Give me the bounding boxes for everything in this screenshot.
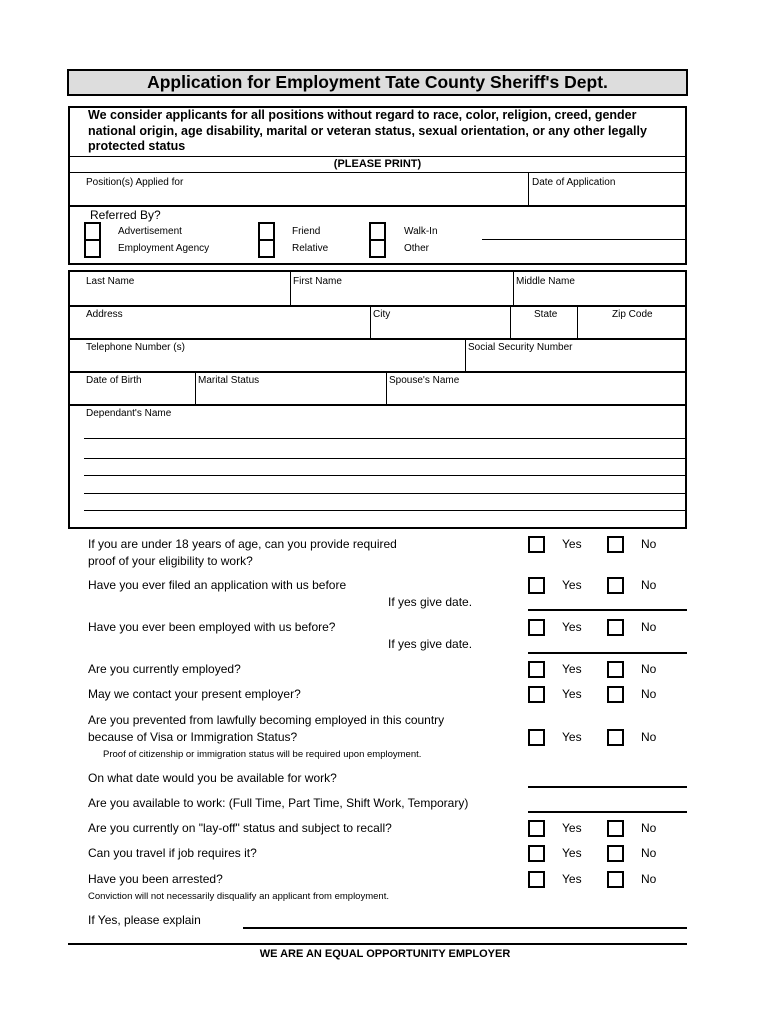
employed-before-no-checkbox[interactable]: [607, 619, 624, 636]
visa-status-yes-checkbox[interactable]: [528, 729, 545, 746]
no-label: No: [641, 537, 657, 551]
other-line[interactable]: [482, 239, 685, 240]
travel-yes-checkbox[interactable]: [528, 845, 545, 862]
divider: [370, 306, 371, 339]
divider: [195, 372, 196, 405]
dob-label: Date of Birth: [86, 375, 142, 386]
no-label: No: [641, 620, 657, 634]
contact-employer-no-checkbox[interactable]: [607, 686, 624, 703]
question-travel: Can you travel if job requires it?: [88, 846, 257, 860]
referred-by-label: Referred By?: [90, 208, 161, 222]
visa-status-no-checkbox[interactable]: [607, 729, 624, 746]
no-label: No: [641, 578, 657, 592]
question-work-type: Are you available to work: (Full Time, Part Time, Shift Work, Temporary): [88, 796, 469, 810]
no-label: No: [641, 687, 657, 701]
explain-label: If Yes, please explain: [88, 913, 201, 927]
contact-employer-yes-checkbox[interactable]: [528, 686, 545, 703]
dependant-line-1[interactable]: [84, 438, 685, 439]
option-other: Other: [404, 243, 430, 254]
question-employed-before: Have you ever been employed with us before?: [88, 620, 336, 634]
lay-off-no-checkbox[interactable]: [607, 820, 624, 837]
question-filed-before: Have you ever filed an application with us before: [88, 578, 347, 592]
no-label: No: [641, 730, 657, 744]
non-discrimination-notice: We consider applicants for all positions without regard to race, color, religion, creed, gender national origin, age disability, marital or veteran status, sexual orientation, or any other legally protected status: [88, 108, 647, 153]
travel-no-checkbox[interactable]: [607, 845, 624, 862]
no-label: No: [641, 872, 657, 886]
yes-label: Yes: [562, 687, 582, 701]
option-employment-agency: Employment Agency: [118, 243, 210, 254]
option-walk-in: Walk-In: [404, 226, 438, 237]
filed-before-yes-checkbox[interactable]: [528, 577, 545, 594]
dependant-line-3[interactable]: [84, 475, 685, 476]
date-of-application-label: Date of Application: [532, 177, 616, 188]
yes-label: Yes: [562, 620, 582, 634]
row-divider: [70, 371, 685, 373]
row-divider: [70, 404, 685, 406]
no-label: No: [641, 846, 657, 860]
dependant-line-5[interactable]: [84, 510, 685, 511]
page-title: Application for Employment Tate County Sheriff's Dept.: [67, 69, 688, 96]
footer-divider: [68, 943, 687, 945]
no-label: No: [641, 821, 657, 835]
option-relative: Relative: [292, 243, 329, 254]
address-label: Address: [86, 309, 123, 320]
yes-label: Yes: [562, 846, 582, 860]
equal-opportunity-footer: WE ARE AN EQUAL OPPORTUNITY EMPLOYER: [259, 948, 511, 960]
city-label: City: [373, 309, 391, 320]
conviction-note: Conviction will not necessarily disqualify an applicant from employment.: [88, 891, 389, 902]
divider: [577, 306, 578, 339]
filed-before-date-line[interactable]: [528, 609, 687, 611]
walk-in-checkbox[interactable]: [369, 222, 386, 241]
question-under-18-cont: proof of your eligibility to work?: [88, 554, 253, 568]
employed-before-date-line[interactable]: [528, 652, 687, 654]
if-yes-give-date-label: If yes give date.: [388, 595, 473, 609]
dependants-name-label: Dependant's Name: [86, 408, 172, 419]
dependant-line-4[interactable]: [84, 493, 685, 494]
question-currently-employed: Are you currently employed?: [88, 662, 241, 676]
row-divider: [70, 338, 685, 340]
marital-status-label: Marital Status: [198, 375, 260, 386]
row-divider: [70, 305, 685, 307]
positions-applied-label: Position(s) Applied for: [86, 177, 184, 188]
lay-off-yes-checkbox[interactable]: [528, 820, 545, 837]
divider: [528, 173, 529, 206]
explain-line[interactable]: [243, 927, 687, 929]
question-visa-status: Are you prevented from lawfully becoming employed in this country: [88, 713, 445, 727]
question-contact-employer: May we contact your present employer?: [88, 687, 301, 701]
zip-code-label: Zip Code: [612, 309, 653, 320]
arrested-no-checkbox[interactable]: [607, 871, 624, 888]
option-advertisement: Advertisement: [118, 226, 182, 237]
under-18-no-checkbox[interactable]: [607, 536, 624, 553]
telephone-label: Telephone Number (s): [86, 342, 185, 353]
question-available-date: On what date would you be available for work?: [88, 771, 337, 785]
available-date-line[interactable]: [528, 786, 687, 788]
middle-name-label: Middle Name: [516, 276, 575, 287]
arrested-yes-checkbox[interactable]: [528, 871, 545, 888]
dependant-line-2[interactable]: [84, 458, 685, 459]
yes-label: Yes: [562, 578, 582, 592]
divider: [513, 272, 514, 305]
spouse-name-label: Spouse's Name: [389, 375, 460, 386]
under-18-yes-checkbox[interactable]: [528, 536, 545, 553]
applicant-info-box: [68, 270, 687, 529]
yes-label: Yes: [562, 537, 582, 551]
divider: [510, 306, 511, 339]
divider: [465, 339, 466, 372]
date-of-application-input[interactable]: [530, 190, 684, 206]
first-name-label: First Name: [293, 276, 342, 287]
divider: [290, 272, 291, 305]
currently-employed-yes-checkbox[interactable]: [528, 661, 545, 678]
question-arrested: Have you been arrested?: [88, 872, 223, 886]
last-name-label: Last Name: [86, 276, 135, 287]
question-lay-off: Are you currently on "lay-off" status and subject to recall?: [88, 821, 392, 835]
question-visa-status-cont: because of Visa or Immigration Status?: [88, 730, 298, 744]
option-friend: Friend: [292, 226, 321, 237]
state-label: State: [534, 309, 558, 320]
yes-label: Yes: [562, 872, 582, 886]
citizenship-proof-note: Proof of citizenship or immigration status will be required upon employment.: [103, 749, 422, 760]
currently-employed-no-checkbox[interactable]: [607, 661, 624, 678]
filed-before-no-checkbox[interactable]: [607, 577, 624, 594]
employed-before-yes-checkbox[interactable]: [528, 619, 545, 636]
friend-checkbox[interactable]: [258, 222, 275, 241]
yes-label: Yes: [562, 821, 582, 835]
divider: [386, 372, 387, 405]
work-type-line[interactable]: [528, 811, 687, 813]
no-label: No: [641, 662, 657, 676]
yes-label: Yes: [562, 662, 582, 676]
please-print-label: (PLEASE PRINT): [68, 156, 687, 173]
if-yes-give-date-label: If yes give date.: [388, 637, 473, 651]
positions-applied-input[interactable]: [72, 190, 526, 206]
yes-label: Yes: [562, 730, 582, 744]
advertisement-checkbox[interactable]: [84, 222, 101, 241]
question-under-18: If you are under 18 years of age, can you provide required: [88, 537, 397, 551]
ssn-label: Social Security Number: [468, 342, 573, 353]
